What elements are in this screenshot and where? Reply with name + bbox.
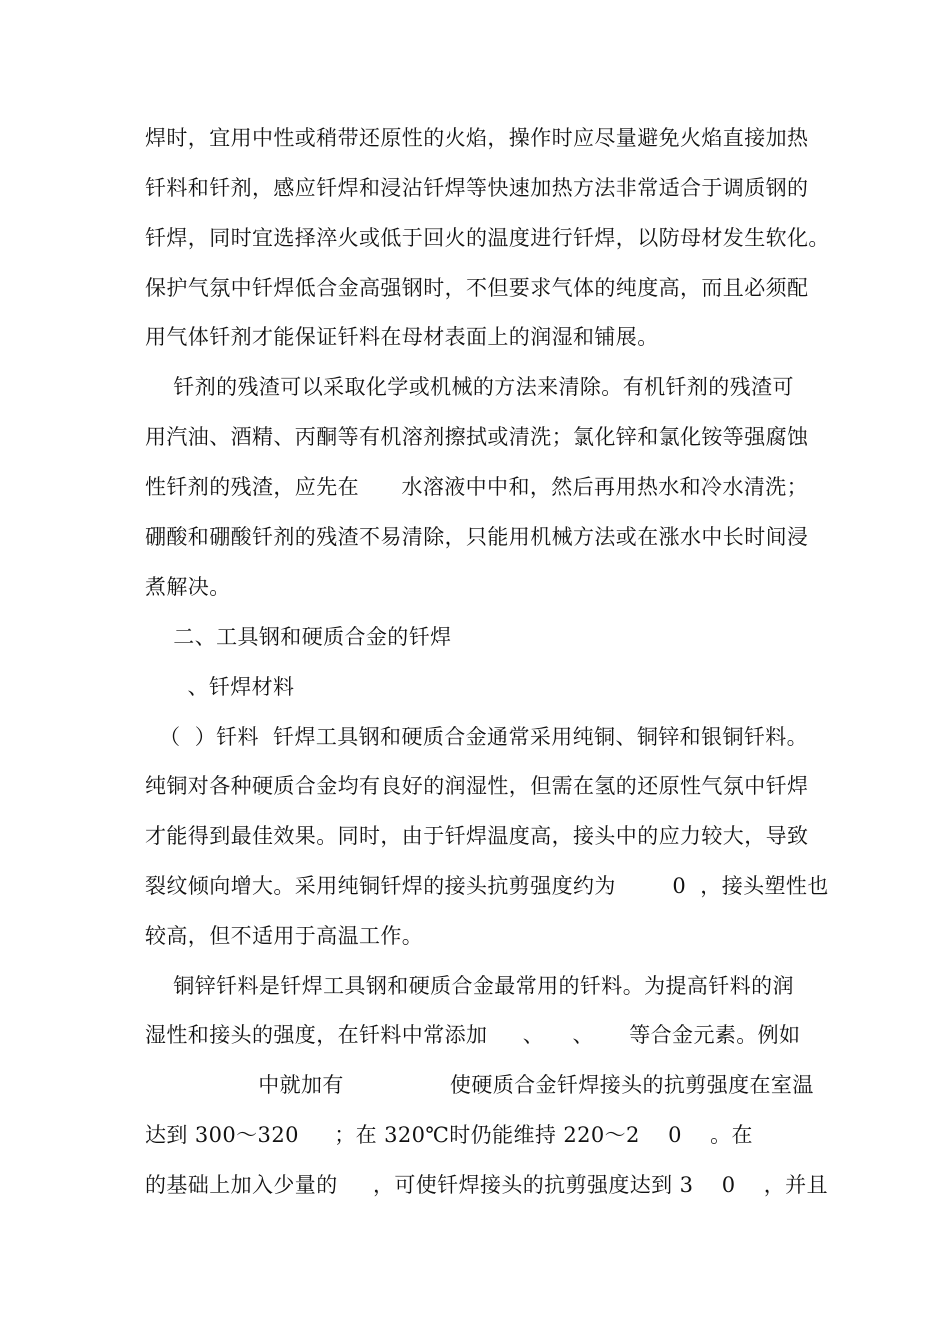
body-text-line: 钎料和钎剂，感应钎焊和浸沾钎焊等快速加热方法非常适合于调质钢的 (145, 176, 809, 200)
body-text-line: 裂纹倾向增大。采用纯铜钎焊的接头抗剪强度约为 0 ，接头塑性也 (145, 874, 829, 898)
body-text-line: （ ）钎料 钎焊工具钢和硬质合金通常采用纯铜、铜锌和银铜钎料。 (145, 725, 809, 749)
body-text-line: 钎焊，同时宜选择淬火或低于回火的温度进行钎焊，以防母材发生软化。 (145, 226, 830, 250)
body-text-line: 用汽油、酒精、丙酮等有机溶剂擦拭或清洗；氯化锌和氯化铵等强腐蚀 (145, 425, 809, 449)
body-text-line: 铜锌钎料是钎焊工具钢和硬质合金最常用的钎料。为提高钎料的润 (145, 974, 794, 998)
body-text-line: 用气体钎剂才能保证钎料在母材表面上的润湿和铺展。 (145, 325, 659, 349)
body-text-line: 硼酸和硼酸钎剂的残渣不易清除，只能用机械方法或在涨水中长时间浸 (145, 525, 809, 549)
body-text-line: 焊时，宜用中性或稍带还原性的火焰，操作时应尽量避免火焰直接加热 (145, 126, 809, 150)
body-text-line: 钎剂的残渣可以采取化学或机械的方法来清除。有机钎剂的残渣可 (145, 375, 794, 399)
body-text-line: 才能得到最佳效果。同时，由于钎焊温度高，接头中的应力较大，导致 (145, 824, 809, 848)
body-text-line: 保护气氛中钎焊低合金高强钢时，不但要求气体的纯度高，而且必须配 (145, 276, 809, 300)
body-text-line: 煮解决。 (145, 575, 231, 599)
body-text-line: 中就加有 使硬质合金钎焊接头的抗剪强度在室温 (145, 1073, 814, 1097)
section-heading: 二、工具钢和硬质合金的钎焊 (145, 625, 452, 649)
body-text-line: 达到 300～320 ；在 320℃时仍能维持 220～2 0 。在 (145, 1123, 753, 1147)
body-text-line: 性钎剂的残渣，应先在 水溶液中中和，然后再用热水和冷水清洗； (145, 475, 809, 499)
body-text-line: 的基础上加入少量的 ，可使钎焊接头的抗剪强度达到 3 0 ，并且 (145, 1173, 828, 1197)
body-text-line: 湿性和接头的强度，在钎料中常添加 、 、 等合金元素。例如 (145, 1023, 801, 1047)
body-text-line: 较高，但不适用于高温工作。 (145, 924, 424, 948)
body-text-line: 纯铜对各种硬质合金均有良好的润湿性，但需在氢的还原性气氛中钎焊 (145, 774, 809, 798)
subsection-heading: 、钎焊材料 (145, 675, 295, 699)
